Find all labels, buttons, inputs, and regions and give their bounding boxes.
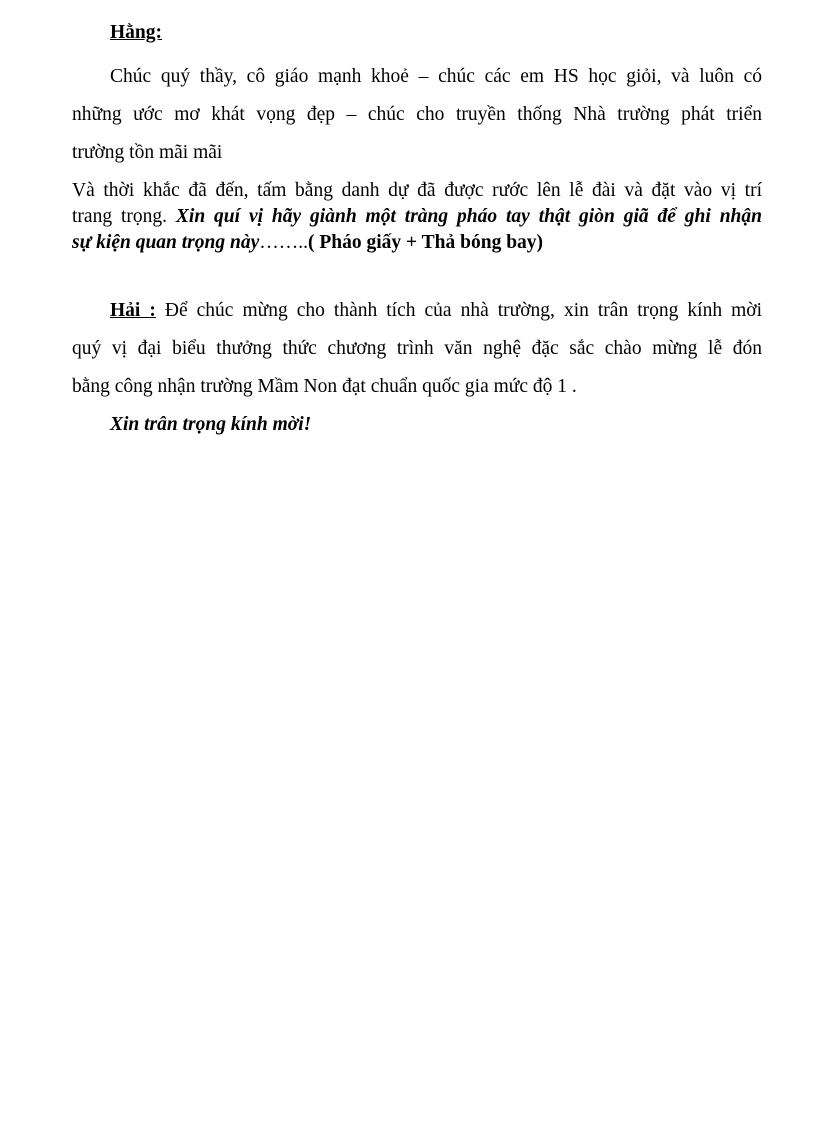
hai-line-3: bằng công nhận trường Mầm Non đạt chuẩn quốc gia mức độ 1 . — [72, 376, 577, 397]
speaker-hang-label — [110, 18, 162, 48]
announcement-stage-note: ( Pháo giấy + Thả bóng bay) — [307, 232, 544, 253]
speaker-name: Hằng: — [110, 22, 163, 43]
announcement-paragraph — [72, 178, 762, 256]
closing-line — [110, 410, 311, 440]
announcement-ellipsis: …….. — [259, 232, 308, 253]
announcement-line-2-emphasis: Xin quí vị hãy giành một tràng pháo tay thật giòn giã để ghi nhận — [175, 206, 762, 227]
hai-paragraph — [72, 292, 762, 406]
announcement-line-1: Và thời khắc đã đến, tấm bằng danh dự đã được rước lên lễ đài và đặt vào vị trí — [72, 180, 762, 201]
hang-line-1: Chúc quý thầy, cô giáo mạnh khoẻ – chúc các em HS học giỏi, và luôn có — [110, 66, 762, 87]
hang-line-3: trường tồn mãi mãi — [72, 142, 223, 163]
announcement-line-2-plain: trang trọng. — [72, 206, 176, 227]
announcement-line-3-emphasis: sự kiện quan trọng này — [72, 232, 260, 253]
hang-line-2: những ước mơ khát vọng đẹp – chúc cho truyền thống Nhà trường phát triển — [72, 104, 762, 125]
hai-line-1 — [72, 292, 762, 330]
hai-line-2: quý vị đại biểu thưởng thức chương trình văn nghệ đặc sắc chào mừng lễ đón — [72, 338, 762, 359]
announcement-line-3 — [72, 230, 762, 256]
closing-text: Xin trân trọng kính mời! — [110, 414, 312, 435]
hang-paragraph — [72, 58, 762, 172]
speaker-hai-label: Hải : — [110, 300, 156, 321]
hai-line-1-text: Để chúc mừng cho thành tích của nhà trường, xin trân trọng kính mời — [155, 300, 762, 321]
announcement-line-2 — [72, 204, 762, 230]
